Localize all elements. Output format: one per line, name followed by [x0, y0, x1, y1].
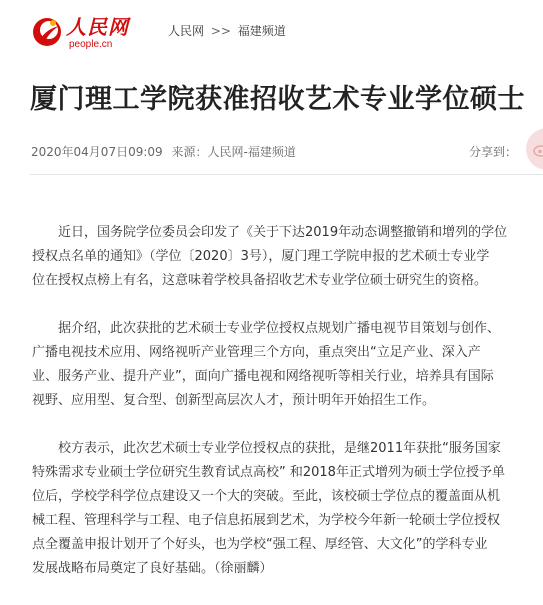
- people-logo-icon: [31, 14, 65, 50]
- publish-datetime: 2020年04月07日09:09: [31, 145, 163, 159]
- breadcrumb-item-fujian[interactable]: 福建频道: [237, 24, 286, 38]
- share-weibo-button[interactable]: [526, 128, 543, 170]
- logo-site-name: 人民网: [66, 15, 129, 39]
- site-logo[interactable]: [31, 14, 131, 52]
- breadcrumb-separator: >>: [210, 24, 231, 38]
- source-label: 来源：: [171, 145, 208, 159]
- article-title: 厦门理工学院获准招收艺术专业学位硕士: [30, 84, 525, 115]
- article-paragraph: 近日，国务院学位委员会印发了《关于下达2019年动态调整撤销和增列的学位 授权点名单的通知》（学位〔2020〕3号），厦门理工学院申报的艺术硕士专业学 位在授权点榜上有名，这意味着学校具备招收艺术专业学位硕士研究生的资格。: [32, 225, 508, 288]
- share-label: 分享到：: [469, 145, 518, 159]
- breadcrumb-item-people[interactable]: 人民网: [168, 24, 205, 38]
- article-meta: [31, 144, 296, 160]
- source-link[interactable]: 人民网-福建频道: [207, 145, 296, 159]
- site-header: [0, 0, 543, 62]
- breadcrumb: [168, 23, 286, 39]
- article-paragraph: 校方表示，此次艺术硕士专业学位授权点的获批，是继2011年获批“服务国家 特殊需求专业硕士学位研究生教育试点高校” 和2018年正式增列为硕士学位授予单 位后，学校学科学位点建设又一个大的突破。至此，该校硕士学位点的覆盖面从机 械工程、管理科学与工程、电子信息拓展到艺术，为学校今年新一轮硕士学位授权 点全覆盖申报计划开了个好头，也为学校“强工程、厚经管、大文化”的学科专业 发展战略布局奠定了良好基础。（徐丽麟）: [32, 441, 505, 576]
- logo-domain: people.cn: [69, 39, 113, 50]
- weibo-icon: [533, 141, 543, 157]
- meta-divider: [30, 174, 543, 175]
- article-paragraph: 据介绍，此次获批的艺术硕士专业学位授权点规划广播电视节目策划与创作、 广播电视技术应用、网络视听产业管理三个方向，重点突出“立足产业、深入产 业、服务产业、提升产业”，面向广播电视和网络视听等相关行业，培养具有国际 视野、应用型、复合型、创新型高层次人才，预计明年开始招生工作。: [32, 321, 501, 408]
- article-body: [32, 221, 543, 605]
